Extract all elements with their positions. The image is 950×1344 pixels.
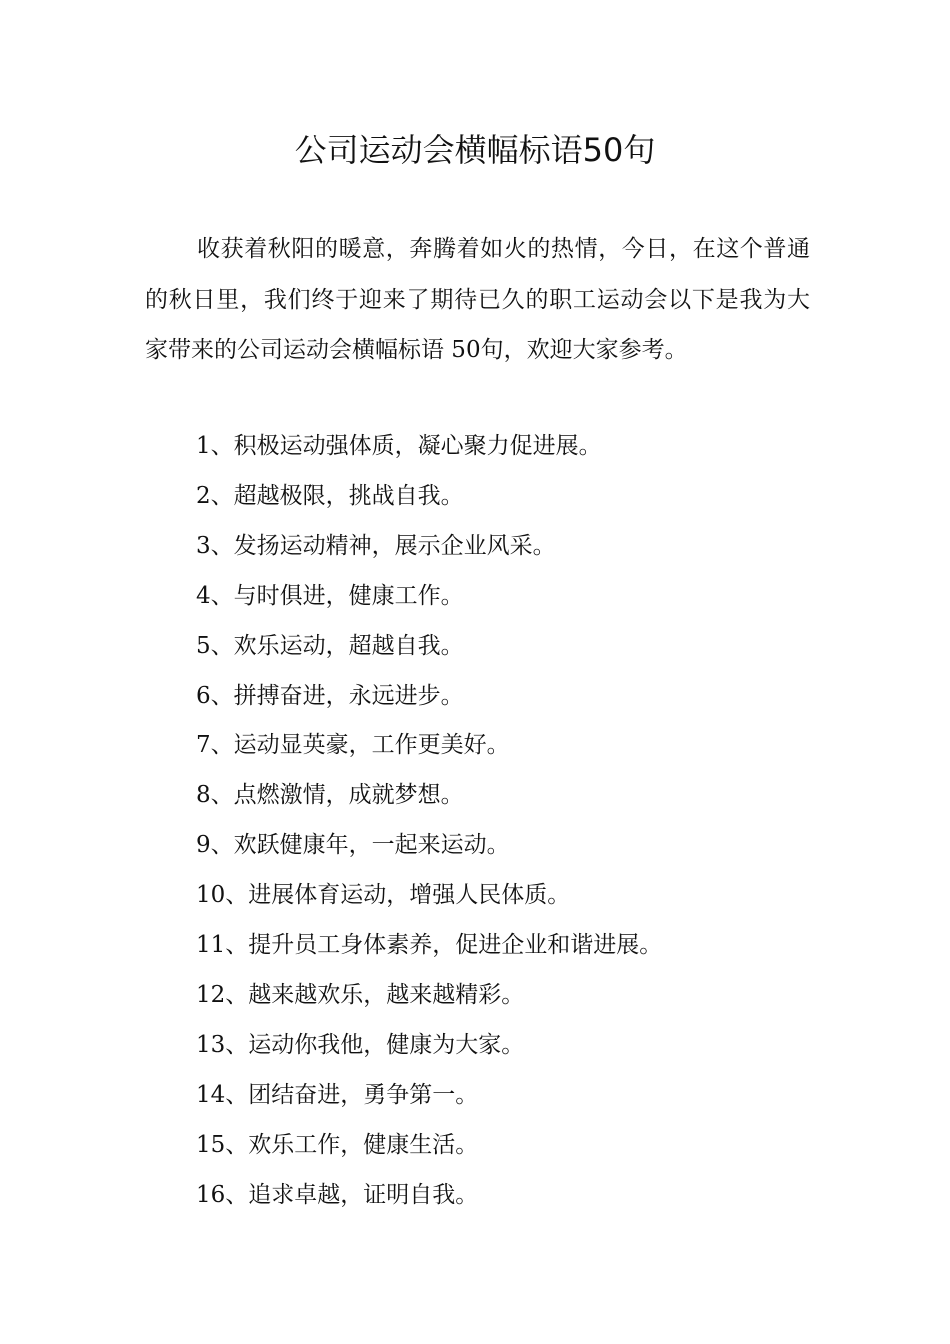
list-item: 7、运动显英豪，工作更美好。 — [196, 732, 510, 759]
list-item: 2、超越极限，挑战自我。 — [196, 482, 464, 509]
list-item: 16、追求卓越，证明自我。 — [196, 1181, 479, 1208]
list-item: 9、欢跃健康年，一起来运动。 — [196, 832, 510, 859]
list-item: 6、拼搏奋进，永远进步。 — [196, 682, 464, 709]
list-item: 5、欢乐运动，超越自我。 — [196, 632, 464, 659]
slogan-list — [196, 422, 816, 1221]
list-item: 1、积极运动强体质，凝心聚力促进展。 — [196, 433, 602, 459]
list-item: 8、点燃激情，成就梦想。 — [196, 782, 464, 809]
list-item: 4、与时俱进，健康工作。 — [196, 582, 464, 609]
list-item: 14、团结奋进，勇争第一。 — [196, 1081, 479, 1108]
list-item: 12、越来越欢乐，越来越精彩。 — [196, 981, 525, 1008]
list-item: 13、运动你我他，健康为大家。 — [196, 1031, 525, 1058]
document-title: 公司运动会横幅标语50句 — [294, 131, 656, 169]
list-item: 10、进展体育运动，增强人民体质。 — [196, 882, 571, 909]
list-item: 11、提升员工身体素养，促进企业和谐进展。 — [196, 932, 663, 959]
list-item: 15、欢乐工作，健康生活。 — [196, 1131, 479, 1158]
list-item: 3、发扬运动精神，展示企业风采。 — [196, 532, 556, 559]
intro-paragraph: 收获着秋阳的暖意，奔腾着如火的热情，今日，在这个普通的秋日里，我们终于迎来了期待已久的职工运动会以下是我为大家带来的公司运动会横幅标语 50句，欢迎大家参考。 — [145, 236, 810, 363]
